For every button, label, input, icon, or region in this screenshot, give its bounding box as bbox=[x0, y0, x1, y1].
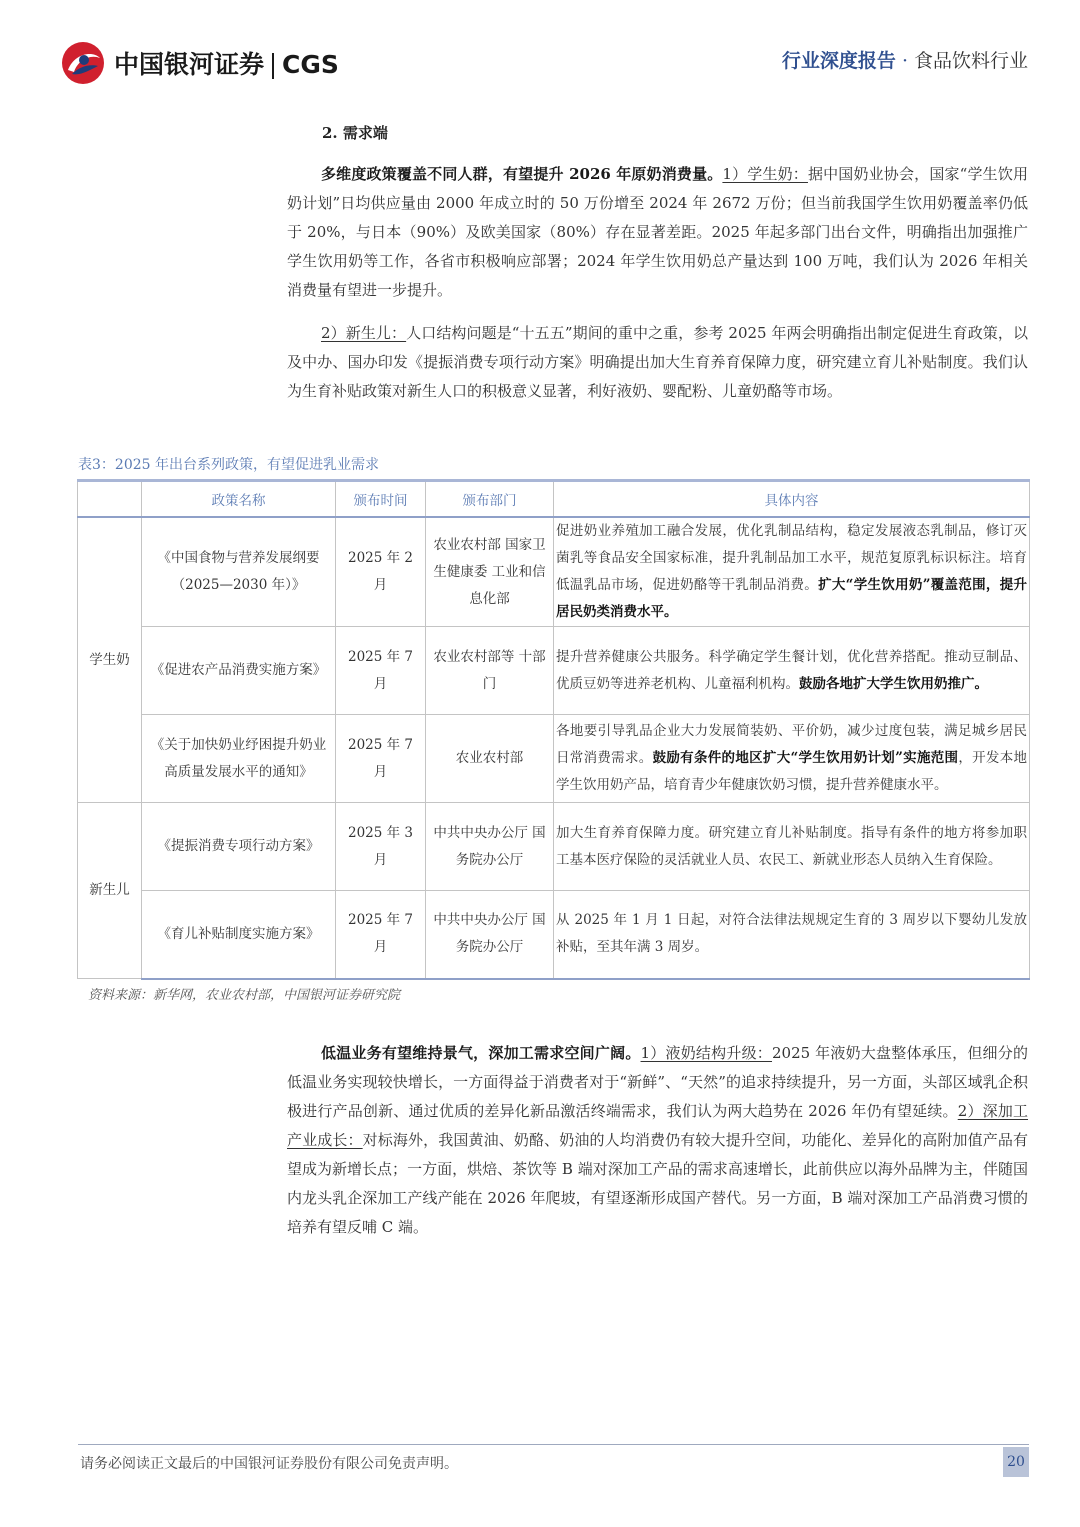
policy-dept: 中共中央办公厅 国务院办公厅 bbox=[426, 891, 554, 979]
policy-dept: 中共中央办公厅 国务院办公厅 bbox=[426, 803, 554, 891]
policy-name: 《关于加快奶业纾困提升奶业高质量发展水平的通知》 bbox=[142, 715, 336, 803]
footer-disclaimer: 请务必阅读正文最后的中国银河证券股份有限公司免责声明。 bbox=[80, 1456, 458, 1472]
group-label: 新生儿 bbox=[78, 803, 142, 979]
report-type: 行业深度报告 bbox=[781, 50, 896, 72]
footer-divider bbox=[78, 1444, 1029, 1445]
brand-en: CGS bbox=[282, 50, 339, 79]
paragraph-low-temp bbox=[287, 1039, 1028, 1242]
table-row bbox=[78, 715, 1030, 803]
policy-content: 各地要引导乳品企业大力发展简装奶、平价奶，减少过度包装，满足城乡居民日常消费需求。鼓励有条件的地区扩大“学生饮用奶计划”实施范围，开发本地学生饮用奶产品，培育青少年健康饮奶习惯，提升营养健康水平。 bbox=[554, 715, 1030, 803]
para3-lead: 低温业务有望维持景气，深加工需求空间广阔。 bbox=[321, 1044, 641, 1062]
page-number: 20 bbox=[1003, 1447, 1029, 1477]
header-date: 颁布时间 bbox=[336, 481, 426, 518]
table-source: 资料来源：新华网，农业农村部，中国银河证券研究院 bbox=[88, 988, 401, 1003]
report-header bbox=[782, 46, 1028, 73]
policy-date: 2025 年 2 月 bbox=[336, 517, 426, 627]
header-dept: 颁布部门 bbox=[426, 481, 554, 518]
table-row bbox=[78, 627, 1030, 715]
policy-date: 2025 年 7 月 bbox=[336, 715, 426, 803]
policy-content: 从 2025 年 1 月 1 日起，对符合法律法规规定生育的 3 周岁以下婴幼儿发放补贴，至其年满 3 周岁。 bbox=[554, 891, 1030, 979]
header-separator: · bbox=[901, 50, 908, 72]
para2-label: 2）新生儿： bbox=[321, 324, 407, 342]
table-header-row bbox=[78, 481, 1030, 518]
policy-content: 提升营养健康公共服务。科学确定学生餐计划，优化营养搭配。推动豆制品、优质豆奶等进养老机构、儿童福利机构。鼓励各地扩大学生饮用奶推广。 bbox=[554, 627, 1030, 715]
paragraph-newborn bbox=[287, 319, 1028, 406]
cgs-logo-icon bbox=[60, 40, 106, 86]
policy-content: 促进奶业养殖加工融合发展，优化乳制品结构，稳定发展液态乳制品，修订灭菌乳等食品安全国家标准，提升乳制品加工水平，规范复原乳标识标注。培育低温乳品市场，促进奶酪等干乳制品消费。扩大“学生饮用奶”覆盖范围，提升居民奶类消费水平。 bbox=[554, 517, 1030, 627]
group-label: 学生奶 bbox=[78, 517, 142, 803]
paragraph-student-milk bbox=[287, 160, 1028, 305]
para1-label: 1）学生奶： bbox=[722, 165, 808, 183]
brand-name: 中国银河证券 bbox=[114, 50, 265, 79]
policy-name: 《提振消费专项行动方案》 bbox=[142, 803, 336, 891]
policy-table bbox=[77, 479, 1030, 980]
policy-dept: 农业农村部等 十部门 bbox=[426, 627, 554, 715]
para1-text: 据中国奶业协会，国家“学生饮用奶计划”日均供应量由 2000 年成立时的 50 万份增至 2024 年 2672 万份；但当前我国学生饮用奶覆盖率仍低于 20%，与日本（90%）及欧美国家（80%）存在显著差距。2025 年起多部门出台文件，明确指出加强推广学生饮用奶等工作，各省市积极响应部署；2024 年学生饮用奶总产量达到 100 万吨，我们认为 2026 年相关消费量有望进一步提升。 bbox=[287, 165, 1028, 299]
table-caption: 表3：2025 年出台系列政策，有望促进乳业需求 bbox=[78, 457, 379, 473]
table-row bbox=[78, 517, 1030, 627]
para3-label2: 2）深加工产业成长： bbox=[287, 1102, 1029, 1149]
table-row bbox=[78, 891, 1030, 979]
policy-name: 《育儿补贴制度实施方案》 bbox=[142, 891, 336, 979]
policy-date: 2025 年 3 月 bbox=[336, 803, 426, 891]
para3-text1: 2025 年液奶大盘整体承压，但细分的低温业务实现较快增长，一方面得益于消费者对于“新鲜”、“天然”的追求持续提升，另一方面，头部区域乳企积极进行产品创新、通过优质的差异化新品激活终端需求，我们认为两大趋势在 2026 年仍有望延续。 bbox=[287, 1044, 1028, 1120]
para3-label1: 1）液奶结构升级： bbox=[640, 1044, 773, 1062]
policy-content: 加大生育养育保障力度。研究建立育儿补贴制度。指导有条件的地方将参加职工基本医疗保险的灵活就业人员、农民工、新就业形态人员纳入生育保险。 bbox=[554, 803, 1030, 891]
policy-date: 2025 年 7 月 bbox=[336, 627, 426, 715]
para1-lead: 多维度政策覆盖不同人群，有望提升 2026 年原奶消费量。 bbox=[321, 165, 723, 183]
policy-name: 《中国食物与营养发展纲要（2025—2030 年）》 bbox=[142, 517, 336, 627]
para2-text: 人口结构问题是“十五五”期间的重中之重，参考 2025 年两会明确指出制定促进生育政策，以及中办、国办印发《提振消费专项行动方案》明确提出加大生育养育保障力度，研究建立育儿补贴制度。我们认为生育补贴政策对新生人口的积极意义显著，利好液奶、婴配粉、儿童奶酪等市场。 bbox=[287, 324, 1028, 400]
policy-dept: 农业农村部 bbox=[426, 715, 554, 803]
policy-name: 《促进农产品消费实施方案》 bbox=[142, 627, 336, 715]
section-title: 2. 需求端 bbox=[322, 124, 388, 142]
header-category bbox=[78, 481, 142, 518]
policy-date: 2025 年 7 月 bbox=[336, 891, 426, 979]
industry-label: 食品饮料行业 bbox=[913, 50, 1028, 72]
policy-dept: 农业农村部 国家卫生健康委 工业和信息化部 bbox=[426, 517, 554, 627]
para3-text2: 对标海外，我国黄油、奶酪、奶油的人均消费仍有较大提升空间，功能化、差异化的高附加值产品有望成为新增长点；一方面，烘焙、茶饮等 B 端对深加工产品的需求高速增长，此前供应以海外品牌为主，伴随国内龙头乳企深加工产线产能在 2026 年爬坡，有望逐渐形成国产替代。另一方面，B 端对深加工产品消费习惯的培养有望反哺 C 端。 bbox=[287, 1131, 1028, 1236]
table-row bbox=[78, 803, 1030, 891]
brand-logo bbox=[60, 40, 339, 86]
header-policy-name: 政策名称 bbox=[142, 481, 336, 518]
header-content: 具体内容 bbox=[554, 481, 1030, 518]
